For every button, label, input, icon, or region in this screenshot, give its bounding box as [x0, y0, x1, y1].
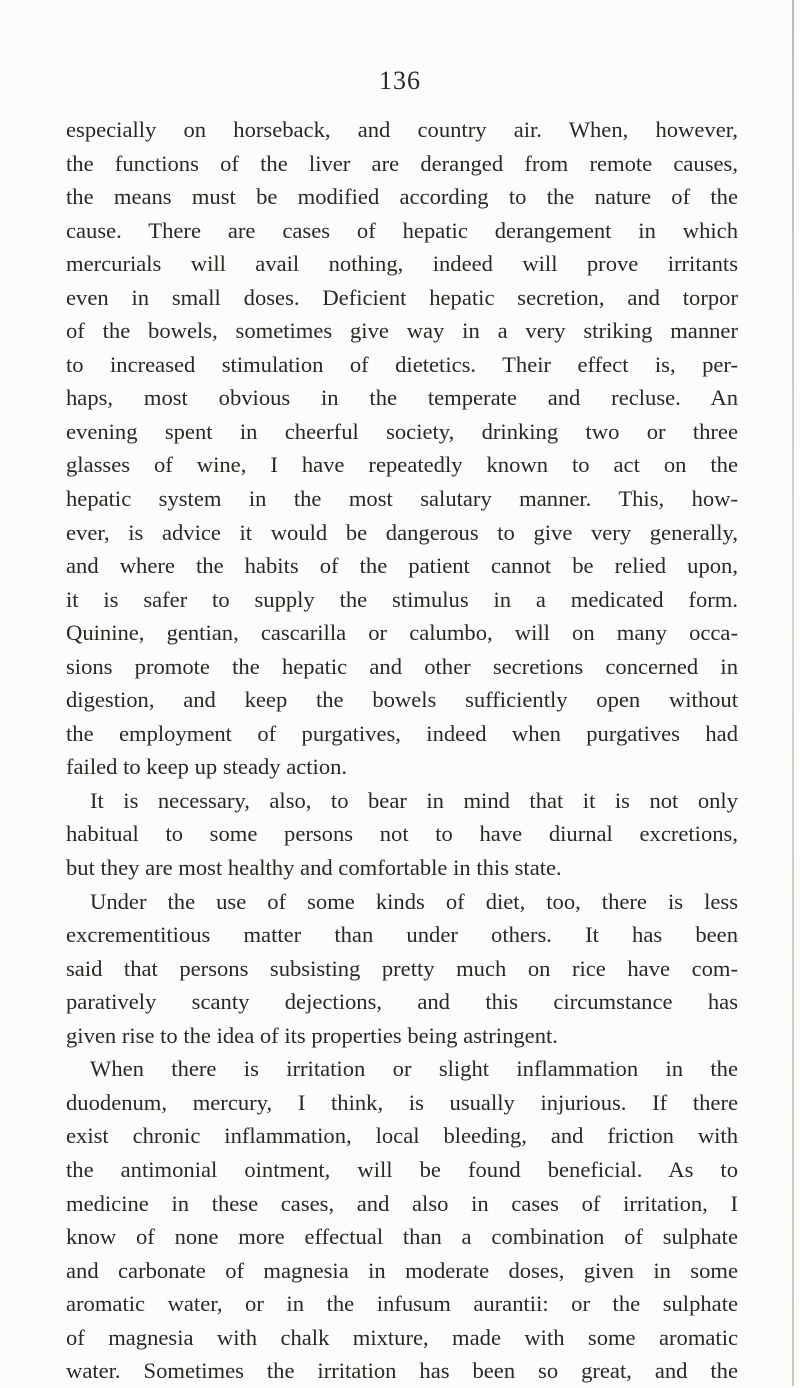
text-line: failed to keep up steady action. [66, 754, 348, 780]
text-line: It is necessary, also, to bear in mind that it is not only [90, 787, 738, 813]
page-edge-line [792, 0, 794, 1386]
text-line: glasses of wine, I have repeatedly known to act on the [66, 452, 738, 478]
text-line: habitual to some persons not to have diurnal excretions, [66, 821, 738, 847]
text-line: excrementitious matter than under others. It has been [66, 922, 738, 948]
text-line: the employment of purgatives, indeed when purgatives had [66, 720, 738, 746]
text-line: know of none more effectual than a combination of sulphate [66, 1224, 738, 1250]
text-line: Quinine, gentian, cascarilla or calumbo, will on many occa- [66, 620, 738, 646]
page-number: 136 [379, 66, 421, 95]
text-line: ever, is advice it would be dangerous to give very generally, [66, 519, 738, 545]
text-line: evening spent in cheerful society, drinking two or three [66, 418, 738, 444]
text-line: duodenum, mercury, I think, is usually injurious. If there [66, 1089, 738, 1115]
text-line: it is safer to supply the stimulus in a medicated form. [66, 586, 738, 612]
text-line: Under the use of some kinds of diet, too, there is less [90, 888, 738, 914]
text-line: digestion, and keep the bowels sufficiently open without [66, 687, 738, 713]
body-text [66, 113, 738, 1388]
text-line: especially on horseback, and country air. When, however, [66, 117, 738, 142]
text-line: the means must be modified according to the nature of the [66, 184, 738, 210]
text-line: haps, most obvious in the temperate and recluse. An [66, 385, 738, 411]
text-line: and where the habits of the patient cannot be relied upon, [66, 553, 738, 579]
text-line: exist chronic inflammation, local bleeding, and friction with [66, 1123, 738, 1149]
text-line: water. Sometimes the irritation has been so great, and the [66, 1358, 738, 1384]
text-line: of the bowels, sometimes give way in a very striking manner [66, 318, 738, 344]
text-line: When there is irritation or slight inflammation in the [90, 1056, 738, 1082]
text-line: given rise to the idea of its properties being astringent. [66, 1022, 558, 1048]
text-line: and carbonate of magnesia in moderate doses, given in some [66, 1257, 738, 1283]
text-line: but they are most healthy and comfortable in this state. [66, 855, 562, 881]
text-line: the antimonial ointment, will be found beneficial. As to [66, 1156, 738, 1182]
text-line: cause. There are cases of hepatic derangement in which [66, 217, 738, 243]
text-line: to increased stimulation of dietetics. Their effect is, per- [66, 351, 738, 377]
text-line: sions promote the hepatic and other secretions concerned in [66, 653, 738, 679]
text-line: paratively scanty dejections, and this circumstance has [66, 989, 738, 1015]
text-line: medicine in these cases, and also in cases of irritation, I [66, 1190, 738, 1216]
text-line: hepatic system in the most salutary manner. This, how- [66, 486, 738, 512]
text-line: aromatic water, or in the infusum aurantii: or the sulphate [66, 1291, 738, 1317]
text-line: the functions of the liver are deranged from remote causes, [66, 150, 738, 176]
text-line: of magnesia with chalk mixture, made with some aromatic [66, 1324, 738, 1350]
text-line: even in small doses. Deficient hepatic secretion, and torpor [66, 284, 738, 310]
text-line: mercurials will avail nothing, indeed will prove irritants [66, 251, 738, 277]
text-line: said that persons subsisting pretty much on rice have com- [66, 955, 738, 981]
